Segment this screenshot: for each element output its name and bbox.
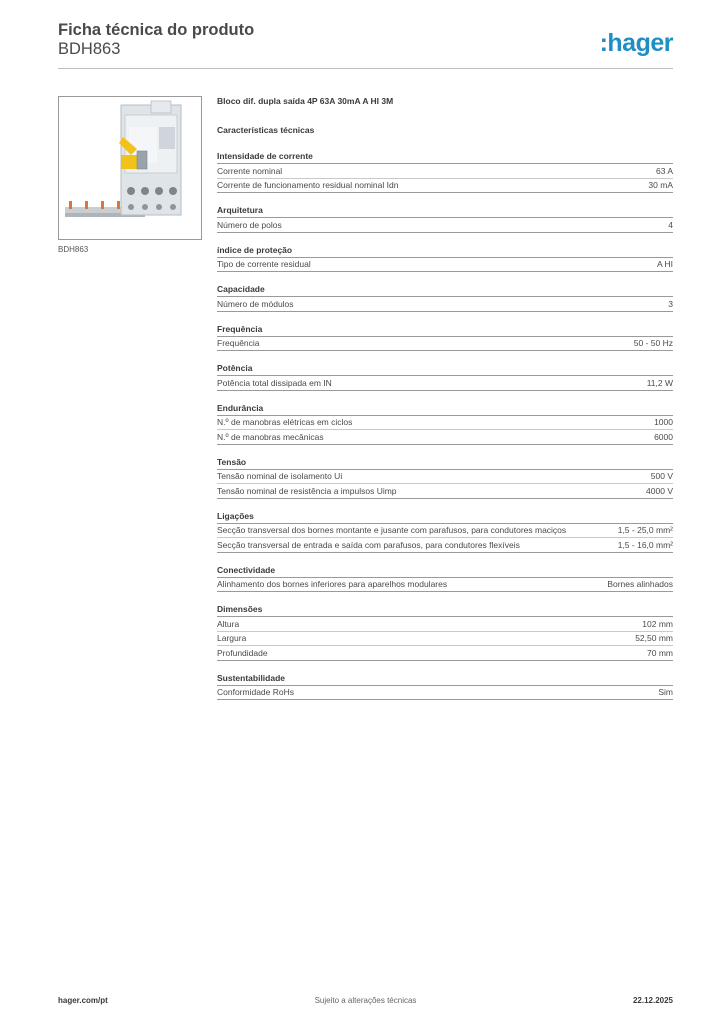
spec-row-label: Corrente de funcionamento residual nominal Idn	[217, 180, 399, 190]
page-header	[58, 20, 673, 68]
spec-row-value: 3	[668, 298, 673, 309]
product-image-caption: BDH863	[58, 245, 89, 254]
spec-group	[217, 510, 673, 553]
spec-row-value: 102 mm	[642, 618, 673, 629]
spec-row	[217, 337, 673, 352]
spec-row	[217, 524, 673, 539]
spec-row-value: 4000 V	[646, 485, 673, 496]
spec-row-value: 500 V	[650, 471, 673, 481]
spec-group	[217, 456, 673, 499]
spec-row	[217, 179, 673, 194]
spec-row-value: 52,50 mm	[635, 633, 673, 643]
spec-row	[217, 617, 673, 632]
spec-row	[217, 686, 673, 701]
spec-row	[217, 258, 673, 273]
spec-row-label: N.º de manobras elétricas em ciclos	[217, 417, 353, 427]
spec-section	[217, 95, 673, 711]
spec-row-label: Altura	[217, 618, 240, 629]
spec-group	[217, 603, 673, 661]
spec-group	[217, 204, 673, 233]
spec-row-value: 1,5 - 25,0 mm²	[617, 525, 673, 535]
spec-row-label: Número de módulos	[217, 298, 294, 309]
spec-row-value: 1,5 - 16,0 mm²	[617, 539, 673, 550]
spec-row	[217, 218, 673, 233]
spec-row-label: Potência total dissipada em IN	[217, 377, 332, 388]
footer-date: 22.12.2025	[632, 996, 673, 1005]
spec-row	[217, 470, 673, 485]
spec-row-label: Tipo de corrente residual	[217, 259, 311, 269]
spec-groups	[217, 150, 673, 700]
spec-row-value: Bornes alinhados	[607, 579, 673, 589]
spec-row-value: 30 mA	[648, 180, 673, 190]
spec-group-title: Ligações	[217, 510, 673, 524]
footer-notice: Sujeito a alterações técnicas	[314, 996, 417, 1005]
spec-group	[217, 362, 673, 391]
spec-row-label: Frequência	[217, 338, 260, 348]
spec-heading: Características técnicas	[217, 125, 315, 135]
spec-row-label: Tensão nominal de resistência a impulsos Uimp	[217, 485, 397, 496]
spec-group-title: Tensão	[217, 456, 673, 470]
spec-group	[217, 564, 673, 593]
spec-group-title: Endurância	[217, 402, 673, 416]
spec-group-title: Intensidade de corrente	[217, 150, 673, 164]
spec-group-title: Potência	[217, 362, 673, 376]
spec-row-label: Número de polos	[217, 219, 282, 230]
spec-row-label: Secção transversal de entrada e saída com parafusos, para condutores flexíveis	[217, 539, 520, 550]
spec-group-title: índice de proteção	[217, 244, 673, 258]
header-divider	[58, 68, 673, 69]
spec-row	[217, 538, 673, 553]
logo-mark-icon: :	[599, 29, 608, 57]
spec-row-value: 1000	[654, 417, 673, 427]
spec-group	[217, 402, 673, 445]
spec-row	[217, 297, 673, 312]
spec-group	[217, 672, 673, 701]
spec-row-label: N.º de manobras mecânicas	[217, 431, 324, 442]
product-name: Bloco dif. dupla saída 4P 63A 30mA A HI 3M	[217, 96, 394, 106]
spec-row-value: 50 - 50 Hz	[633, 338, 673, 348]
product-photo-icon	[59, 97, 201, 239]
spec-row	[217, 416, 673, 431]
footer-website-link[interactable]: hager.com/pt	[58, 996, 108, 1005]
spec-row	[217, 632, 673, 647]
spec-group	[217, 150, 673, 193]
spec-group-title: Sustentabilidade	[217, 672, 673, 686]
spec-group-title: Capacidade	[217, 283, 673, 297]
spec-row-label: Corrente nominal	[217, 165, 283, 176]
spec-row-value: 11,2 W	[646, 377, 673, 388]
spec-row	[217, 164, 673, 179]
spec-row	[217, 578, 673, 593]
spec-group	[217, 244, 673, 273]
product-image	[58, 96, 202, 240]
spec-row-label: Alinhamento dos bornes inferiores para aparelhos modulares	[217, 579, 448, 589]
spec-row-value: 4	[668, 219, 673, 230]
spec-row	[217, 430, 673, 445]
product-code: BDH863	[58, 40, 121, 58]
spec-group-title: Dimensões	[217, 603, 673, 617]
logo-text: hager	[607, 29, 673, 57]
spec-row-label: Tensão nominal de isolamento Ui	[217, 471, 343, 481]
spec-row-label: Conformidade RoHs	[217, 687, 295, 697]
spec-row-value: 63 A	[655, 165, 673, 176]
spec-group-title: Frequência	[217, 323, 673, 337]
spec-group	[217, 283, 673, 312]
spec-row	[217, 376, 673, 391]
spec-row-value: 6000	[654, 431, 673, 442]
spec-row	[217, 646, 673, 661]
spec-row	[217, 484, 673, 499]
page-title: Ficha técnica do produto	[58, 21, 255, 39]
spec-group	[217, 323, 673, 352]
spec-row-label: Profundidade	[217, 647, 268, 658]
hager-logo[interactable]	[600, 29, 673, 58]
spec-row-value: Sim	[658, 687, 673, 697]
spec-row-label: Secção transversal dos bornes montante e jusante com parafusos, para condutores maciços	[217, 525, 567, 535]
spec-group-title: Arquitetura	[217, 204, 673, 218]
spec-group-title: Conectividade	[217, 564, 673, 578]
spec-row-label: Largura	[217, 633, 247, 643]
spec-row-value: A HI	[656, 259, 673, 269]
spec-row-value: 70 mm	[647, 647, 673, 658]
